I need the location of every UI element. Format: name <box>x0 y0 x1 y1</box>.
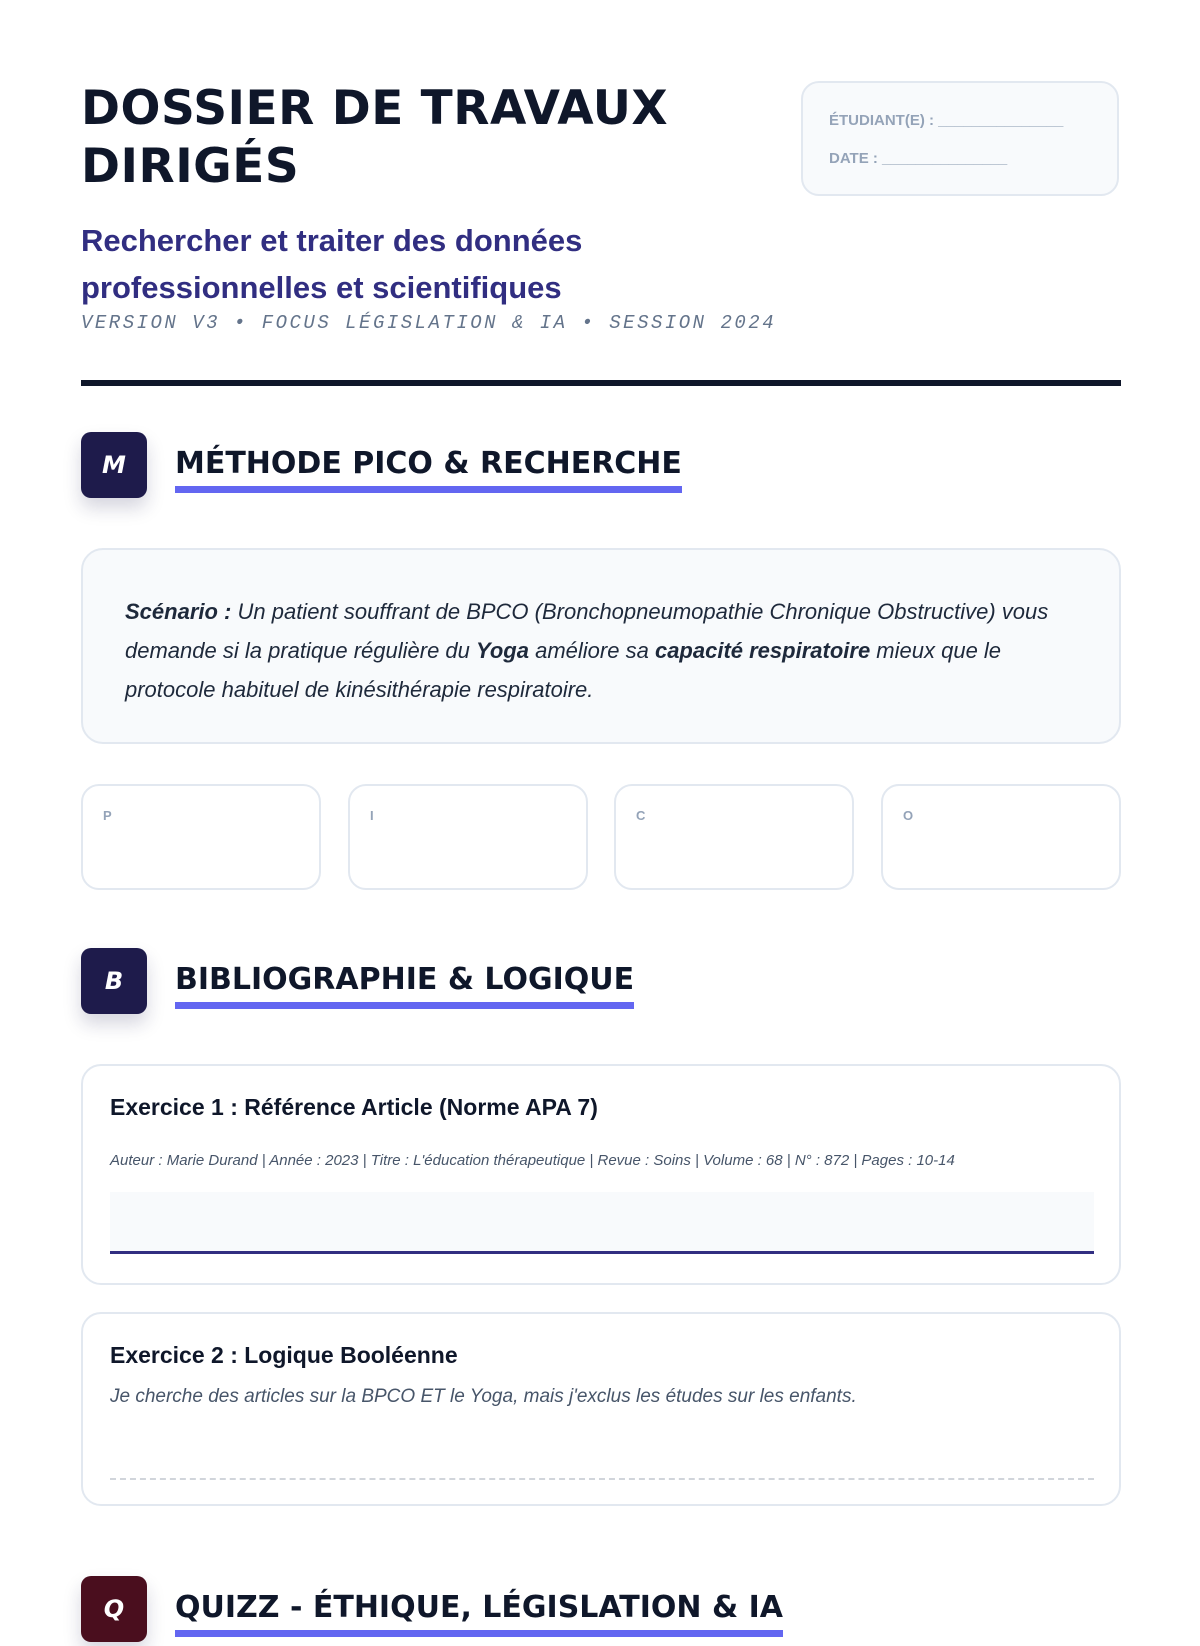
pico-label-c: C <box>636 808 646 823</box>
student-info-box <box>801 81 1119 196</box>
pico-field-p[interactable] <box>81 784 321 890</box>
scenario-yoga: Yoga <box>476 638 529 663</box>
worksheet-header <box>81 80 1121 380</box>
scenario-box <box>81 548 1121 744</box>
apa-reference-input[interactable] <box>110 1192 1094 1254</box>
exercise-2-hint: Je cherche des articles sur la BPCO ET le Yoga, mais j'exclus les études sur les enfants. <box>110 1386 857 1407</box>
document-title <box>81 80 781 196</box>
exercise-1-hint: Auteur : Marie Durand | Année : 2023 | Titre : L'éducation thérapeutique | Revue : Soins | Volume : 68 | N° : 872 | Pages : 10-14 <box>110 1152 955 1169</box>
scenario-text-1: Un patient souffrant de BPCO (Bronchopneumopathie Chronique Obstructive) vous demande si la pratique régulière du <box>125 599 1049 663</box>
section-badge-q: Q <box>81 1576 147 1642</box>
scenario-text-3: mieux que le protocole habituel de kinésithérapie respiratoire. <box>125 638 1002 702</box>
scenario-text-2: améliore sa <box>529 638 655 663</box>
section-title-quiz: QUIZZ - ÉTHIQUE, LÉGISLATION & IA <box>175 1588 783 1637</box>
pico-field-i[interactable] <box>348 784 588 890</box>
section-title-bibliography: BIBLIOGRAPHIE & LOGIQUE <box>175 960 634 1009</box>
pico-label-o: O <box>903 808 914 823</box>
subtitle-line-2: professionnelles et scientifiques <box>81 270 562 305</box>
pico-grid <box>81 784 1121 890</box>
exercise-1-title: Exercice 1 : Référence Article (Norme APA 7) <box>110 1094 598 1120</box>
pico-label-p: P <box>103 808 112 823</box>
pico-label-i: I <box>370 808 374 823</box>
version-line: VERSION V3 • FOCUS LÉGISLATION & IA • SESSION 2024 <box>81 312 777 334</box>
boolean-answer-line[interactable] <box>110 1478 1094 1480</box>
section-heading-pico <box>81 432 1121 502</box>
section-heading-quiz <box>81 1576 1121 1646</box>
pico-field-c[interactable] <box>614 784 854 890</box>
section-heading-bibliography <box>81 948 1121 1018</box>
exercise-card-1 <box>81 1064 1121 1285</box>
student-name-field[interactable]: ÉTUDIANT(E) : _______________ <box>829 112 1064 129</box>
title-line-1: DOSSIER DE TRAVAUX <box>81 81 669 136</box>
exercise-card-2 <box>81 1312 1121 1506</box>
document-subtitle <box>81 217 681 311</box>
header-divider <box>81 380 1121 386</box>
worksheet-page <box>81 80 1121 1625</box>
section-badge-b: B <box>81 948 147 1014</box>
scenario-capacity: capacité respiratoire <box>654 638 871 663</box>
exercise-2-title: Exercice 2 : Logique Booléenne <box>110 1342 458 1368</box>
section-badge-m: M <box>81 432 147 498</box>
scenario-label: Scénario : <box>125 599 232 624</box>
subtitle-line-1: Rechercher et traiter des données <box>81 223 583 258</box>
pico-field-o[interactable] <box>881 784 1121 890</box>
title-line-2: DIRIGÉS <box>81 139 300 194</box>
section-title-pico: MÉTHODE PICO & RECHERCHE <box>175 444 682 493</box>
date-field[interactable]: DATE : _______________ <box>829 150 1008 167</box>
